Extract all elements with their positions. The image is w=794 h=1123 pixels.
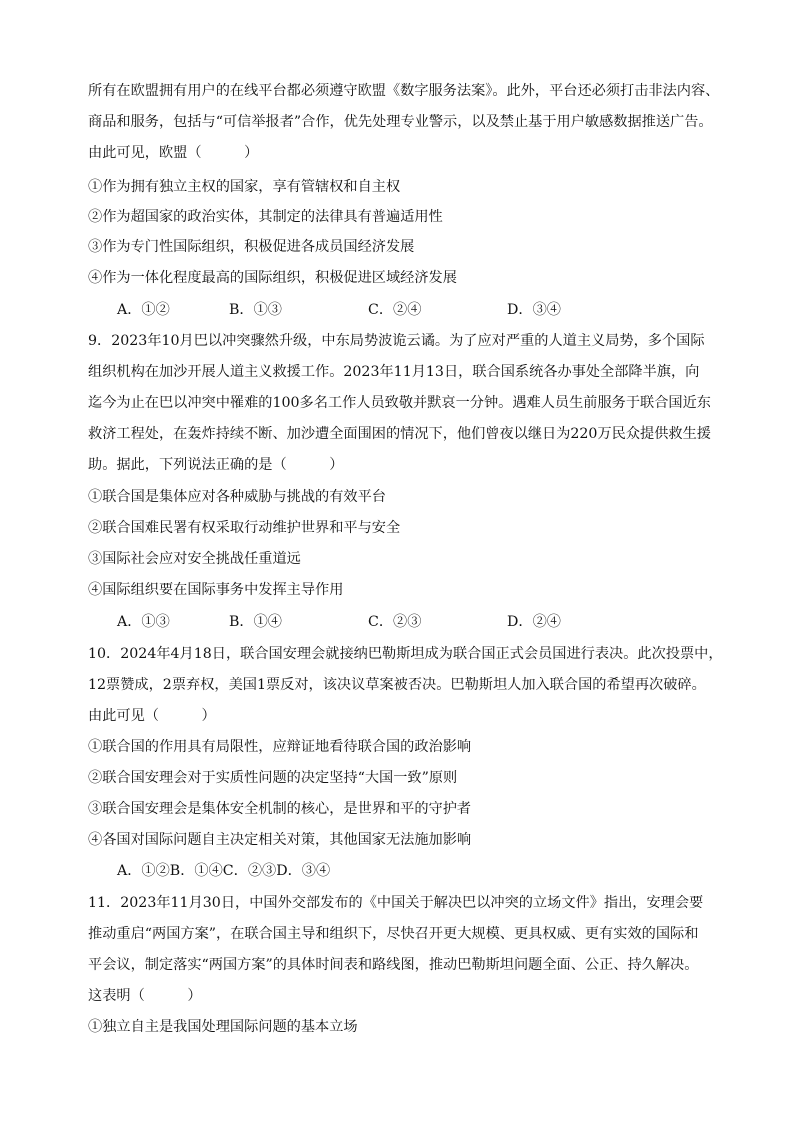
q10-statement-1: ①联合国的作用具有局限性，应辩证地看待联合国的政治影响	[88, 739, 472, 755]
q9-stem-line-2: 组织机构在加沙开展人道主义救援工作。2023年11月13日，联合国系统各办事处全部降半旗，向	[88, 364, 700, 380]
q9-option-c[interactable]: C．②③	[368, 614, 422, 630]
q8-statement-4: ④作为一体化程度最高的国际组织，积极促进区域经济发展	[88, 270, 457, 286]
q8-statement-3: ③作为专门性国际组织，积极促进各成员国经济发展	[88, 239, 415, 255]
q8-statement-1: ①作为拥有独立主权的国家，享有管辖权和自主权	[88, 179, 401, 195]
q9-statement-2: ②联合国难民署有权采取行动维护世界和平与安全	[88, 520, 401, 536]
q10-statement-3: ③联合国安理会是集体安全机制的核心，是世界和平的守护者	[88, 801, 472, 817]
q8-option-c[interactable]: C．②④	[368, 302, 422, 318]
q10-statement-2: ②联合国安理会对于实质性问题的决定坚持“大国一致”原则	[88, 770, 458, 786]
q10-options[interactable]: A．①②B．①④C．②③D．③④	[117, 863, 331, 879]
q9-statement-4: ④国际组织要在国际事务中发挥主导作用	[88, 582, 344, 598]
q10-statement-4: ④各国对国际问题自主决定相关对策，其他国家无法施加影响	[88, 832, 472, 848]
q8-stem-line-1: 所有在欧盟拥有用户的在线平台都必须遵守欧盟《数字服务法案》。此外，平台还必须打击非法内容、	[88, 83, 720, 99]
q10-stem-line-3: 由此可见（ ）	[88, 708, 216, 724]
q9-statement-3: ③国际社会应对安全挑战任重道远	[88, 551, 301, 567]
q11-stem-line-2: 推动重启“两国方案”，在联合国主导和组织下，尽快召开更大规模、更具权威、更有实效的国际和	[88, 926, 699, 942]
q11-statement-1: ①独立自主是我国处理国际问题的基本立场	[88, 1019, 358, 1035]
q8-stem-line-3: 由此可见，欧盟（ ）	[88, 145, 259, 161]
q11-stem-line-4: 这表明（ ）	[88, 988, 202, 1004]
q9-stem-line-5: 助。据此，下列说法正确的是（ ）	[88, 457, 344, 473]
q9-stem-line-3: 迄今为止在巴以冲突中罹难的100多名工作人员致敬并默哀一分钟。遇难人员生前服务于联合国近东	[88, 395, 711, 411]
q8-option-b[interactable]: B．①③	[229, 302, 282, 318]
q10-stem-line-1: 10．2024年4月18日，联合国安理会就接纳巴勒斯坦成为联合国正式会员国进行表决。此次投票中，	[88, 646, 723, 662]
q9-stem-line-1: 9．2023年10月巴以冲突骤然升级，中东局势波诡云谲。为了应对严重的人道主义局势，多个国际	[88, 333, 705, 349]
q9-stem-line-4: 救济工程处，在轰炸持续不断、加沙遭全面围困的情况下，他们曾夜以继日为220万民众提供救生援	[88, 426, 711, 442]
q10-stem-line-2: 12票赞成，2票弃权，美国1票反对，该决议草案被否决。巴勒斯坦人加入联合国的希望再次破碎。	[88, 677, 706, 693]
q8-option-a[interactable]: A．①②	[117, 302, 170, 318]
q9-option-a[interactable]: A．①③	[117, 614, 170, 630]
q9-option-b[interactable]: B．①④	[229, 614, 282, 630]
q9-option-d[interactable]: D．②④	[507, 614, 561, 630]
q8-stem-line-2: 商品和服务，包括与“可信举报者”合作，优先处理专业警示，以及禁止基于用户敏感数据推送广告。	[88, 114, 713, 130]
q9-statement-1: ①联合国是集体应对各种威胁与挑战的有效平台	[88, 489, 386, 505]
q8-statement-2: ②作为超国家的政治实体，其制定的法律具有普遍适用性	[88, 209, 443, 225]
q8-option-d[interactable]: D．③④	[507, 302, 561, 318]
q11-stem-line-3: 平会议，制定落实“两国方案”的具体时间表和路线图，推动巴勒斯坦问题全面、公正、持久解决。	[88, 957, 699, 973]
q11-stem-line-1: 11．2023年11月30日，中国外交部发布的《中国关于解决巴以冲突的立场文件》指出，安理会要	[88, 895, 704, 911]
